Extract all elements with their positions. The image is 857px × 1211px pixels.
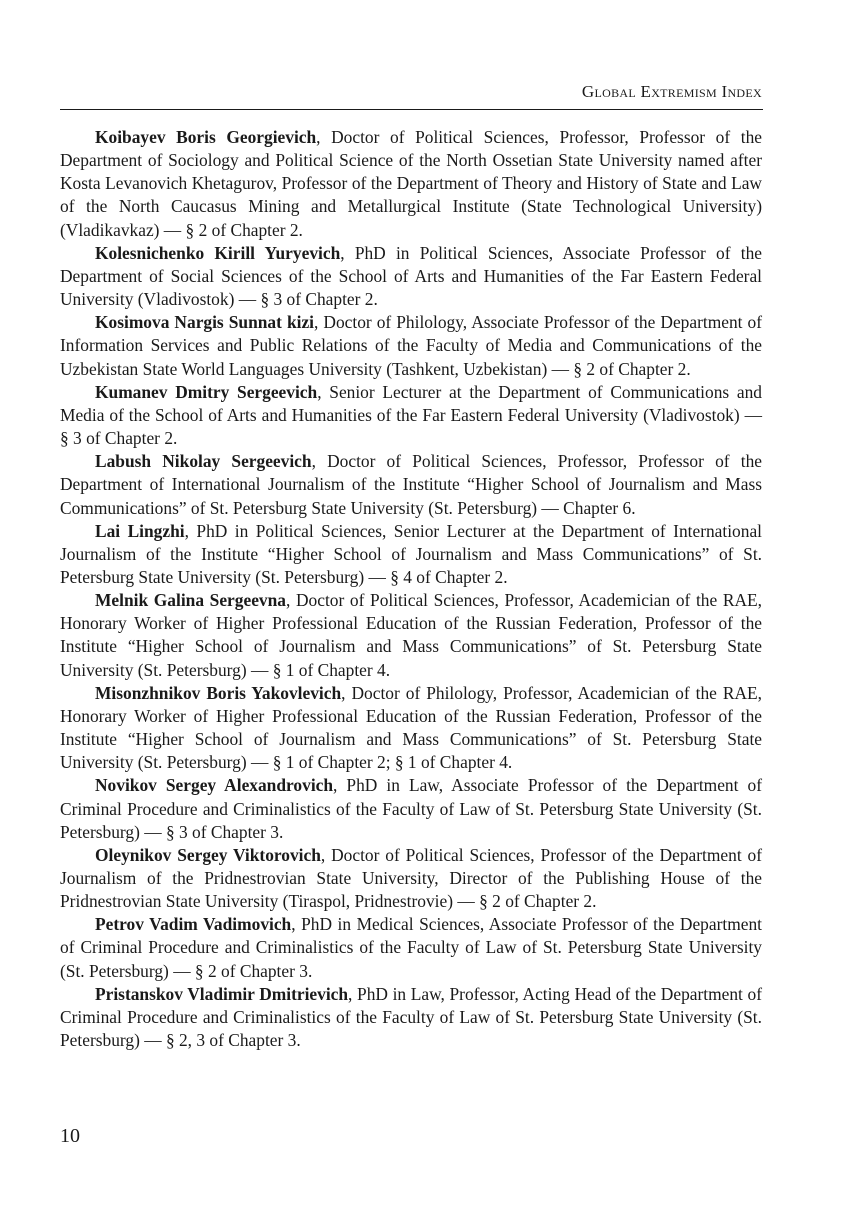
contributor-name: Misonzhnikov Boris Yakovlevich <box>95 682 342 703</box>
contributor-name: Labush Nikolay Sergeevich <box>95 451 312 472</box>
contributor-entry <box>60 126 762 242</box>
contributor-entry <box>60 520 762 589</box>
contributor-entry <box>60 983 762 1052</box>
contributor-details: , Doctor of Political Sciences, Professor, Academician of the RAE, Honorary Worker of Higher Professional Education of the Russian Federation, Professor of the Institute “Higher School of Journalism and Mass Communications” of St. Petersburg State University (St. Petersburg) — § 1 of Chapter 4. <box>60 590 762 680</box>
contributor-entry <box>60 381 762 450</box>
contributor-name: Kolesnichenko Kirill Yuryevich <box>95 242 341 263</box>
contributor-details: , Doctor of Political Sciences, Professor, Professor of the Department of International Journalism of the Institute “Higher School of Journalism and Mass Communications” of St. Petersburg State University (St. Petersburg) — Chapter 6. <box>60 451 763 518</box>
contributor-details: , PhD in Law, Associate Professor of the Department of Criminal Procedure and Criminalistics of the Faculty of Law of St. Petersburg State University (St. Petersburg) — § 3 of Chapter 3. <box>60 775 762 842</box>
contributor-entry <box>60 682 762 775</box>
contributor-details: , PhD in Medical Sciences, Associate Professor of the Department of Criminal Procedure and Criminalistics of the Faculty of Law of St. Petersburg State University (St. Petersburg) — § 2 of Chapter 3. <box>60 914 762 981</box>
contributor-name: Lai Lingzhi <box>95 520 185 541</box>
contributor-details: , Doctor of Philology, Professor, Academician of the RAE, Honorary Worker of Higher Professional Education of the Russian Federation, Professor of the Institute “Higher School of Journalism and Mass Communications” of St. Petersburg State University (St. Petersburg) — § 1 of Chapter 2; § 1 of Chapter 4. <box>60 682 762 773</box>
contributor-details: , Senior Lecturer at the Department of Communications and Media of the School of Arts and Humanities of the Far Eastern Federal University (Vladivostok) — § 3 of Chapter 2. <box>60 381 763 449</box>
contributor-name: Kosimova Nargis Sunnat kizi <box>95 312 315 333</box>
contributor-name: Koibayev Boris Georgievich <box>95 127 317 147</box>
contributor-details: , PhD in Political Sciences, Senior Lecturer at the Department of International Journalism of the Institute “Higher School of Journalism and Mass Communications” of St. Petersburg State University (St. Petersburg) — § 4 of Chapter 2. <box>60 520 762 587</box>
running-head: Global Extremism Index <box>581 82 762 101</box>
page-number: 10 <box>60 1125 80 1147</box>
contributor-list <box>60 126 762 1052</box>
contributor-name: Pristanskov Vladimir Dmitrievich <box>95 983 349 1004</box>
contributor-details: , Doctor of Political Sciences, Professor, Professor of the Department of Sociology and Political Science of the North Ossetian State University named after Kosta Levanovich Khetagurov, Professor of the Department of Theory and History of State and Law of the North Caucasus Mining and Metallurgical Institute (State Technological University) (Vladikavkaz) — § 2 of Chapter 2. <box>60 127 762 240</box>
contributor-entry <box>60 844 762 913</box>
contributor-details: , Doctor of Political Sciences, Professor of the Department of Journalism of the Pridnestrovian State University, Director of the Publishing House of the Pridnestrovian State University (Tiraspol, Pridnestrovie) — § 2 of Chapter 2. <box>60 844 763 912</box>
contributor-entry <box>60 242 762 311</box>
contributor-details: , Doctor of Philology, Associate Professor of the Department of Information Services and Public Relations of the Faculty of Media and Communications of the Uzbekistan State World Languages University (Tashkent, Uzbekistan) — § 2 of Chapter 2. <box>60 312 762 379</box>
contributor-details: , PhD in Political Sciences, Associate Professor of the Department of Social Sciences of the School of Arts and Humanities of the Far Eastern Federal University (Vladivostok) — § 3 of Chapter 2. <box>60 242 763 310</box>
contributor-name: Novikov Sergey Alexandrovich <box>95 775 334 796</box>
contributor-details: , PhD in Law, Professor, Acting Head of the Department of Criminal Procedure and Criminalistics of the Faculty of Law of St. Petersburg State University (St. Petersburg) — § 2, 3 of Chapter 3. <box>60 983 762 1051</box>
contributor-entry <box>60 450 762 519</box>
contributor-entry <box>60 913 762 982</box>
contributor-name: Melnik Galina Sergeevna <box>95 590 286 611</box>
contributor-entry <box>60 774 762 843</box>
contributor-name: Kumanev Dmitry Sergeevich <box>95 381 318 402</box>
contributor-entry <box>60 589 762 682</box>
contributor-entry <box>60 311 762 380</box>
contributor-name: Oleynikov Sergey Viktorovich <box>95 844 321 865</box>
contributor-name: Petrov Vadim Vadimovich <box>95 914 292 935</box>
header-rule <box>60 109 763 110</box>
